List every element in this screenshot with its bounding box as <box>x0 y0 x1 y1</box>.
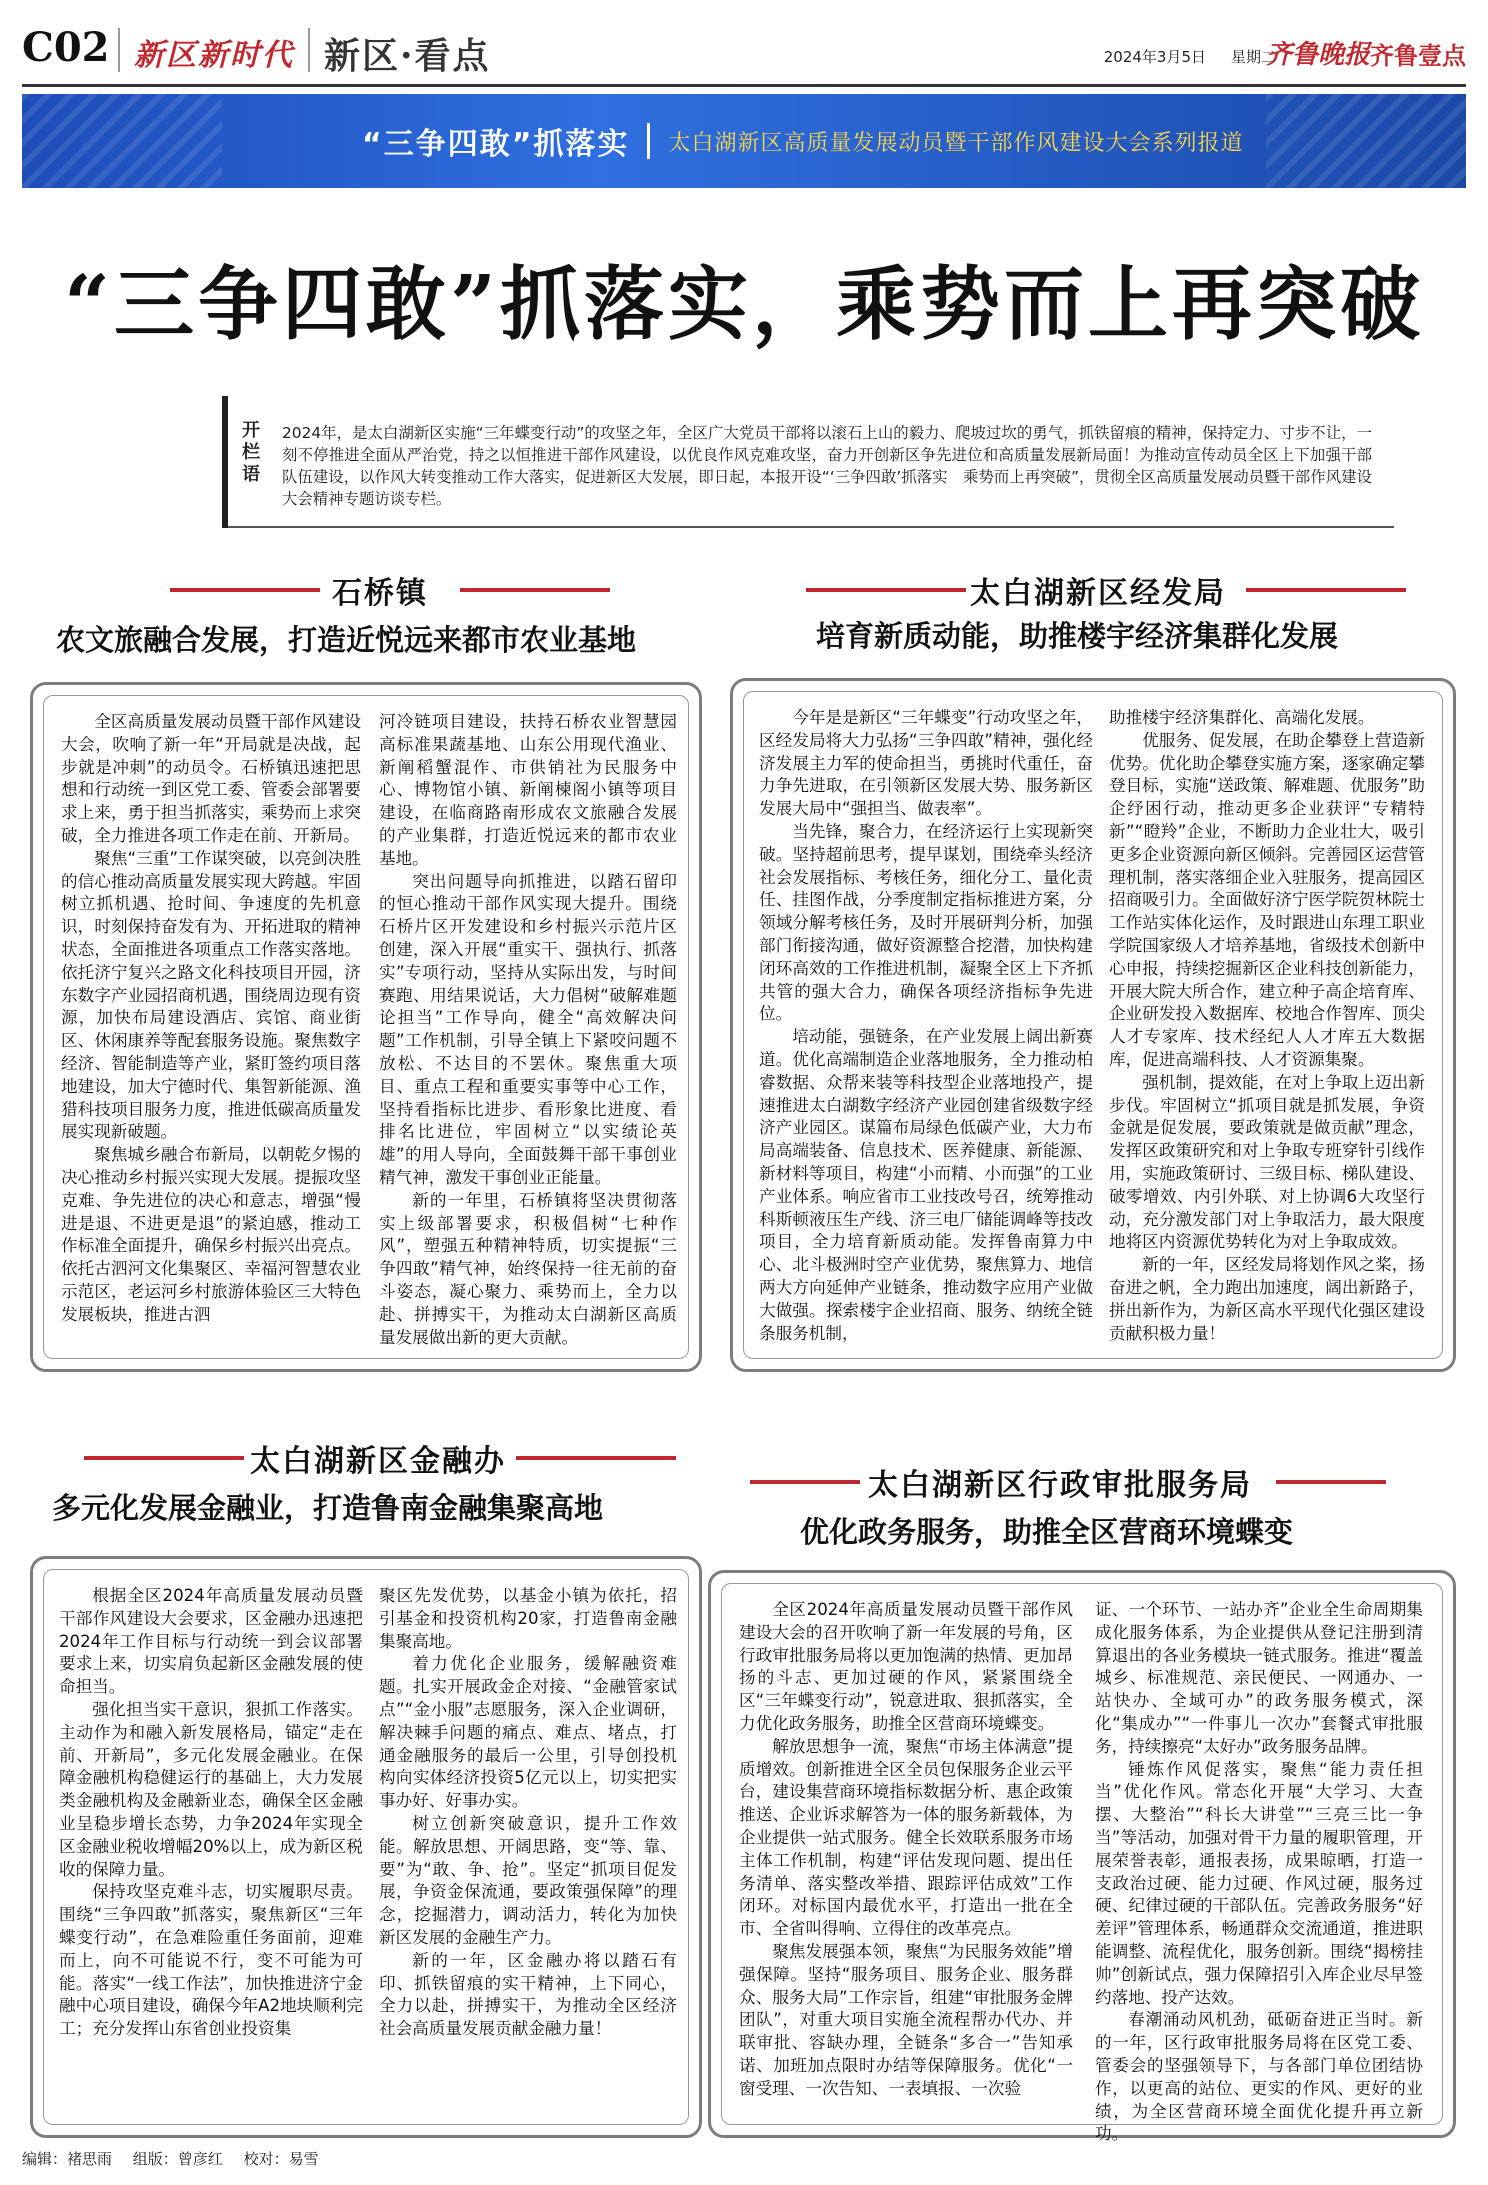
section-name: 新区·看点 <box>324 35 491 77</box>
article-box-jingfa <box>730 678 1456 1372</box>
paragraph: 全区2024年高质量发展动员暨干部作风建设大会的召开吹响了新一年发展的号角，区行政审批服务局将以更加饱满的热情、更加昂扬的斗志、更加过硬的作风，紧紧围绕全区“三年蝶变行动”，锐意进取、狠抓落实，全力优化政务服务，助推全区营商环境蝶变。 <box>739 1600 1073 1733</box>
paragraph: 强化担当实干意识，狠抓工作落实。主动作为和融入新发展格局，锚定“走在前、开新局”，多元化发展金融业。在保障金融机构稳健运行的基础上，大力发展类金融机构及金融新业态，确保全区金融业呈稳步增长态势，力争2024年实现全区金融业税收增幅20%以上，成为新区税收的保障力量。 <box>59 1699 363 1879</box>
paragraph: 聚焦城乡融合布新局，以朝乾夕惕的决心推动乡村振兴实现大发展。提振攻坚克难、争先进位的决心和意志，增强“慢进是退、不进更是退”的紧迫感，推动工作标准全面提升，确保乡村振兴出亮点。依托古泗河文化集聚区、幸福河智慧农业示范区，老运河乡村旅游体验区三大特色发展板块，推进古泗 <box>61 1145 361 1324</box>
page-credits <box>22 2148 335 2169</box>
paragraph: 优服务、促发展，在助企攀登上营造新优势。优化助企攀登实施方案，逐家确定攀登目标，实施“送政策、解难题、优服务”助企纾困行动，推动更多企业获评“专精特新”“瞪羚”企业，不断助力企业壮大，吸引更多企业资源向新区倾斜。完善园区运营管理机制，落实落细企业入驻服务，提高园区招商吸引力。全面做好济宁医学院贺林院士工作站实体化运作，及时跟进山东理工职业学院国家级人才培养基地，省级技术创新中心申报，持续挖掘新区企业科技创新能力，开展大院大所合作，建立种子高企培育库、企业研发投入数据库、校地合作智库、顶尖人才专家库、技术经纪人人才库五大数据库，促进高端科技、人才资源集聚。 <box>1109 730 1425 1069</box>
paragraph: 突出问题导向抓推进，以踏石留印的恒心推动干部作风实现大提升。围绕石桥片区开发建设和乡村振兴示范片区创建，深入开展“重实干、强执行、抓落实”专项行动，坚持从实际出发，与时间赛跑、用结果说话，大力倡树“破解难题论担当”工作导向，健全“高效解决问题”工作机制，引导全镇上下紧咬问题不放松、不达目的不罢休。聚焦重大项目、重点工程和重要实事等中心工作，坚持看指标比进步、看形象比进度、看排名比进位，牢固树立“以实绩论英雄”的用人导向，全面鼓舞干部干事创业精气神，激发干事创业正能量。 <box>379 871 677 1187</box>
paragraph: 全区高质量发展动员暨干部作风建设大会，吹响了新一年“开局就是决战，起步就是冲刺”的动员令。石桥镇迅速把思想和行动统一到区党工委、管委会部署要求上来，勇于担当抓落实，乘势而上求突破，全力推进各项工作走在前、开新局。 <box>61 712 361 845</box>
masthead <box>22 20 1466 82</box>
app-logo: 齐鲁壹点 <box>1370 42 1466 70</box>
article-header-shiqiao <box>40 560 700 620</box>
newspaper-logo: 齐鲁晚报 <box>1265 40 1370 70</box>
article-column <box>59 1585 363 2113</box>
article-column <box>739 1599 1073 2115</box>
banner-separator <box>647 123 650 159</box>
paragraph: 河冷链项目建设，扶持石桥农业智慧园高标准果蔬基地、山东公用现代渔业、新阐稻蟹混作、市供销社为民服务中心、博物馆小镇、新阐楝阁小镇等项目建设，在临商路南形成农文旅融合发展的产业集群，打造近悦远来的都市农业基地。 <box>379 712 677 868</box>
paragraph: 当先锋，聚合力，在经济运行上实现新突破。坚持超前思考，提早谋划，围绕牵头经济社会发展指标、考核任务，细化分工、量化责任、挂图作战，分季度制定指标推进方案，分领域分解考核任务，及时开展研判分析，加强部门衔接沟通，做好资源整合挖潜，加快构建闭环高效的工作推进机制，凝聚全区上下齐抓共管的强大合力，确保各项经济指标争先进位。 <box>759 821 1093 1024</box>
article-column <box>379 711 677 1347</box>
paragraph: 新的一年里，石桥镇将坚决贯彻落实上级部署要求，积极倡树“七种作风”，塑强五种精神特质，切实提振“三争四敢”精气神，始终保持一往无前的奋斗姿态，凝心聚力、乘势而上，全力以赴、拼搏实干，为推动太白湖新区高质量发展做出新的更大贡献。 <box>379 1190 677 1347</box>
article-subtitle: 培育新质动能，助推楼宇经济集群化发展 <box>816 619 1339 653</box>
masthead-divider <box>308 28 310 72</box>
credit-editor: 编辑：褚思雨 <box>22 2150 113 2168</box>
opener-text: 2024年，是太白湖新区实施“三年蝶变行动”的攻坚之年，全区广大党员干部将以滚石上山的毅力、爬坡过坎的勇气，抓铁留痕的精神，保持定力、寸步不让，一刻不停推进全面从严治党，持之以恒推进干部作风建设，以优良作风克难攻坚，奋力开创新区争先进位和高质量发展新局面！为推动宣传动员全区上下加强干部队伍建设，以作风大转变推动工作大落实，促进新区大发展，即日起，本报开设“‘三争四敢’抓落实 乘势而上再突破”，贯彻全区高质量发展动员暨干部作风建设大会精神专题访谈专栏。 <box>282 424 1372 508</box>
article-box-shiqiao <box>30 682 702 1372</box>
paragraph: 锤炼作风促落实，聚焦“能力责任担当”优化作风。常态化开展“大学习、大查摆、大整治”“科长大讲堂”“三亮三比一争当”等活动，加强对骨干力量的履职管理，开展荣誉表彰，通报表扬，成果晾晒，打造一支政治过硬、能力过硬、作风过硬，服务过硬、纪律过硬的干部队伍。完善政务服务“好差评”管理体系，畅通群众交流通道，推进职能调整、流程优化，服务创新。围绕“揭榜挂帅”创新试点，强力保障招引入库企业尽早签约落地、投产达效。 <box>1095 1759 1423 2007</box>
article-unit: 太白湖新区行政审批服务局 <box>868 1468 1252 1503</box>
paragraph: 培动能，强链条，在产业发展上阔出新赛道。优化高端制造企业落地服务，全力推动柏睿数据、众帮来装等科技型企业落地投产，提速推进太白湖数字经济产业园创建省级数字经济产业园区。谋篇布局绿色低碳产业，大力布局高端装备、信息技术、医养健康、新能源、新材料等项目，构建“小而精、小而强”的工业产业体系。响应省市工业技改号召，统筹推动科斯顿液压生产线、济三电厂储能调峰等技改项目，全力培育新质动能。发挥鲁南算力中心、北斗极洲时空产业优势，聚焦算力、地信两大方向延伸产业链条，推动数字应用产业做大做强。探索楼宇企业招商、服务、纳统全链条服务机制， <box>759 1027 1093 1343</box>
article-column <box>1109 707 1425 1343</box>
section-brand-logo: 新区新时代 <box>134 38 294 73</box>
banner-decoration <box>1266 94 1466 188</box>
paragraph: 保持攻坚克难斗志，切实履职尽责。围绕“三争四敢”抓落实，聚焦新区“三年蝶变行动”，在急难险重任务面前，迎难而上，向不可能说不行，变不可能为可能。落实“一线工作法”，加快推进济宁金融中心项目建设，确保今年A2地块顺利完工；充分发挥山东省创业投资集 <box>59 1882 364 2039</box>
paragraph: 助推楼宇经济集群化、高端化发展。 <box>1109 708 1375 727</box>
paragraph: 新的一年，区金融办将以踏石有印、抓铁留痕的实干精神，上下同心，全力以赴，拼搏实干，为推动全区经济社会高质量发展贡献金融力量！ <box>379 1950 677 2039</box>
article-header-shenpi <box>710 1452 1460 1512</box>
masthead-rule <box>22 84 1466 87</box>
banner-decoration <box>22 94 222 188</box>
paragraph: 强机制，提效能，在对上争取上迈出新步伐。牢固树立“抓项目就是抓发展，争资金就是促发展，要政策就是做贡献”理念，发挥区政策研究和对上争取专班穿针引线作用，实施政策研讨、三级目标、梯队建设、破零增效、内引外联、对上协调6大攻坚行动，充分激发部门对上争取活力，最大限度地将区内资源优势转化为对上争取成效。 <box>1109 1072 1425 1252</box>
paragraph: 聚区先发优势，以基金小镇为依托，招引基金和投资机构20家，打造鲁南金融集聚高地。 <box>379 1586 677 1651</box>
opener-rule <box>228 526 1394 528</box>
article-box-shenpi <box>708 1570 1456 2144</box>
banner-slogan: “三争四敢”抓落实 <box>362 127 630 162</box>
paragraph: 今年是是新区“三年蝶变”行动攻坚之年，区经发局将大力弘扬“三争四敢”精神，强化经济发展主力军的使命担当，勇挑时代重任，奋力争先进取，在引领新区发展大势、服务新区发展大局中“强担当、做表率”。 <box>759 708 1093 819</box>
credit-proof: 校对：易雪 <box>243 2150 319 2168</box>
article-header-jingfa <box>726 560 1446 620</box>
series-banner <box>22 94 1466 188</box>
article-unit: 石桥镇 <box>332 576 428 611</box>
article-unit: 太白湖新区金融办 <box>250 1444 506 1479</box>
title-rule <box>170 588 320 592</box>
paragraph: 新的一年，区经发局将划作风之桨，扬奋进之帆，全力跑出加速度，阔出新路子，拼出新作为，为新区高水平现代化强区建设贡献积极力量！ <box>1109 1255 1425 1343</box>
paragraph: 聚焦“三重”工作谋突破，以亮剑决胜的信心推动高质量发展实现大跨越。牢固树立抓机遇、抢时间、争速度的先机意识，时刻保持奋发有为、开拓进取的精神状态，全面推进各项重点工作落实落地。依托济宁复兴之路文化科技项目开园，济东数字产业园招商机遇，围绕周边现有资源，加快布局建设酒店、宾馆、商业街区、休闲康养等配套服务设施。聚焦数字经济、智能制造等产业，紧盯签约项目落地建设，加大宁德时代、集智新能源、渔猎科技项目服务力度，推进低碳高质量发展实现新破题。 <box>61 848 361 1142</box>
article-column <box>379 1585 677 2113</box>
article-column <box>759 707 1093 1343</box>
paragraph: 证、一个环节、一站办齐”企业全生命周期集成化服务体系，为企业提供从登记注册到清算退出的各业务模块一链式服务。推进“覆盖城乡、标准规范、亲民便民、一网通办、一站快办、全域可办”的政务服务模式，深化“集成办”“一件事儿一次办”套餐式审批服务，持续擦亮“太好办”政务服务品牌。 <box>1095 1600 1423 1756</box>
article-column <box>1095 1599 1423 2144</box>
article-subtitle: 农文旅融合发展，打造近悦远来都市农业基地 <box>56 623 637 657</box>
article-subtitle: 多元化发展金融业，打造鲁南金融集聚高地 <box>52 1491 604 1525</box>
paragraph: 聚焦发展强本领，聚焦“为民服务效能”增强保障。坚持“服务项目、服务企业、服务群众、服务大局”工作宗旨，组建“审批服务金牌团队”，对重大项目实施全流程帮办代办、并联审批、容缺办理，全链条“多合一”告知承诺、加班加点限时办结等保障服务。优化“一窗受理、一次告知、一表填报、一次验 <box>739 1941 1073 2098</box>
column-opener <box>222 396 1388 528</box>
page-headline: “三争四敢”抓落实，乘势而上再突破 <box>63 257 1425 351</box>
title-rule <box>1246 588 1406 592</box>
paragraph: 春潮涌动风机劲，砥砺奋进正当时。新的一年，区行政审批服务局将在区党工委、管委会的坚强领导下，与各部门单位团结协作，以更高的站位、更实的作风、更好的业绩，为全区营商环境全面优化提升再立新功。 <box>1095 2010 1423 2144</box>
title-rule <box>1276 1480 1386 1484</box>
credit-layout: 组版：曾彦红 <box>132 2150 223 2168</box>
issue-date: 2024年3月5日 <box>1103 48 1206 66</box>
article-subtitle: 优化政务服务，助推全区营商环境蝶变 <box>800 1515 1294 1549</box>
article-box-jinrong <box>30 1556 702 2138</box>
banner-series-title: 太白湖新区高质量发展动员暨干部作风建设大会系列报道 <box>668 130 1244 156</box>
article-header-jinrong <box>40 1428 700 1488</box>
paragraph: 树立创新突破意识，提升工作效能。解放思想、开阔思路，变“等、靠、要”为“敢、争、抢”。坚定“抓项目促发展，争资金保流通，要政策强保障”的理念，挖掘潜力，调动活力，转化为加快新区发展的金融生产力。 <box>379 1813 677 1947</box>
paragraph: 着力优化企业服务，缓解融资难题。扎实开展政金企对接、“金融管家试点”“金小服”志愿服务，深入企业调研，解决棘手问题的痛点、难点、堵点，打通金融服务的最后一公里，引导创投机构向实体经济投资5亿元以上，切实把实事办好、好事办实。 <box>379 1654 677 1811</box>
article-unit: 太白湖新区经发局 <box>970 576 1226 611</box>
page-number: C02 <box>22 24 110 71</box>
masthead-divider <box>118 28 120 72</box>
article-column <box>61 711 361 1341</box>
title-rule <box>460 588 610 592</box>
paragraph: 根据全区2024年高质量发展动员暨干部作风建设大会要求，区金融办迅速把2024年工作目标与行动统一到会议部署要求上来，切实肩负起新区金融发展的使命担当。 <box>59 1586 363 1697</box>
title-rule <box>806 588 966 592</box>
title-rule <box>84 1456 244 1460</box>
opener-label: 开栏语 <box>242 420 260 485</box>
paragraph: 解放思想争一流，聚焦“市场主体满意”提质增效。创新推进全区全员包保服务企业云平台，建设集营商环境指标数据分析、惠企政策推送、企业诉求解答为一体的服务新载体，为企业提供一站式服务。健全长效联系服务市场主体工作机制，构建“评估发现问题、提出任务清单、落实整改举措、跟踪评估成效”工作闭环。对标国内最优水平，打造出一批在全市、全省叫得响、立得住的改革亮点。 <box>739 1736 1073 1939</box>
title-rule <box>750 1480 860 1484</box>
issue-weekday: 星期二 <box>1230 48 1276 66</box>
title-rule <box>516 1456 676 1460</box>
